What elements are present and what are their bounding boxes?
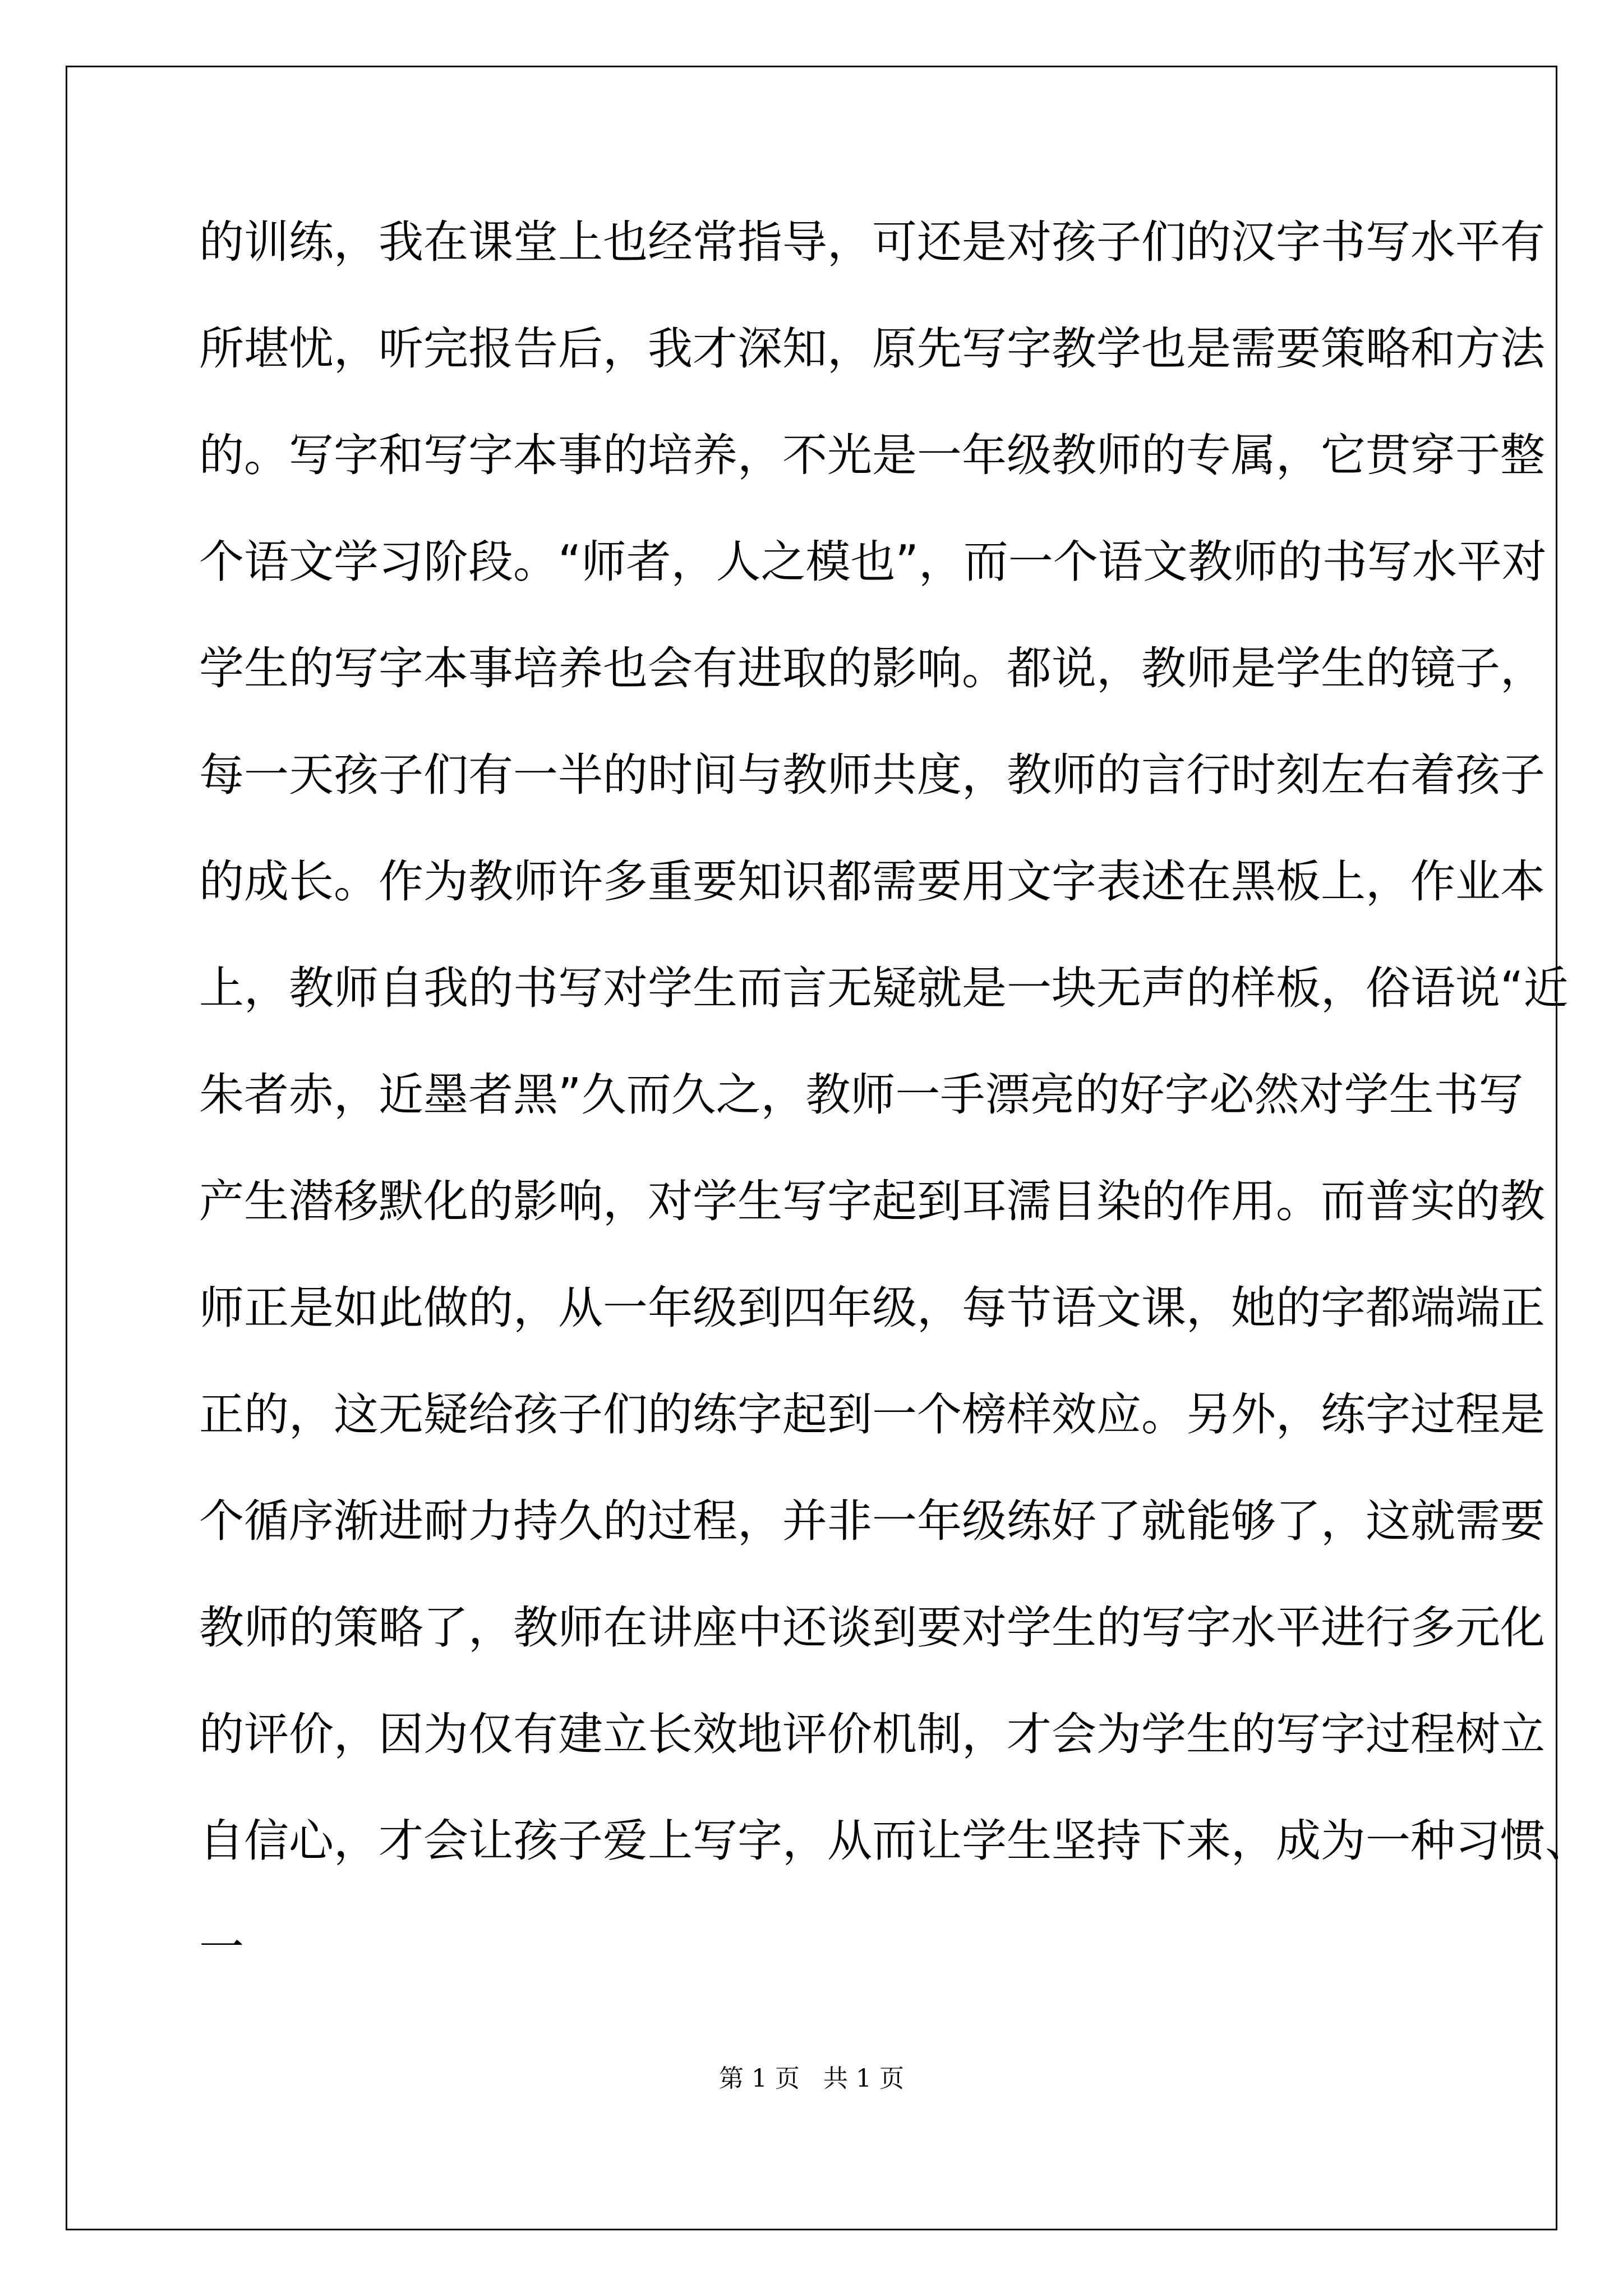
text-line: 的训练，我在课堂上也经常指导，可还是对孩子们的汉字书写水平有 [199,216,1545,268]
text-line: 学生的写字本事培养也会有进取的影响。都说，教师是学生的镜子， [199,642,1545,694]
text-line: 朱者赤，近墨者黑”久而久之，教师一手漂亮的好字必然对学生书写 [199,1069,1524,1121]
page-number-footer: 第 1 页 共 1 页 [719,2064,904,2093]
text-line: 自信心，才会让孩子爱上写字，从而让学生坚持下来，成为一种习惯、 [199,1815,1590,1867]
text-line: 上，教师自我的书写对学生而言无疑就是一块无声的样板，俗语说“近 [199,962,1569,1014]
text-line: 的评价，因为仅有建立长效地评价机制，才会为学生的写字过程树立 [199,1708,1545,1760]
text-line: 个语文学习阶段。“师者，人之模也”，而一个语文教师的书写水平对 [199,536,1547,588]
text-line: 师正是如此做的，从一年级到四年级，每节语文课，她的字都端端正 [199,1282,1545,1334]
text-line: 的。写字和写字本事的培养，不光是一年级教师的专属，它贯穿于整 [199,429,1545,481]
text-line: 正的，这无疑给孩子们的练字起到一个榜样效应。另外，练字过程是 [199,1388,1545,1441]
text-line: 一 [199,1921,244,1973]
text-line: 个循序渐进耐力持久的过程，并非一年级练好了就能够了，这就需要 [199,1495,1545,1547]
text-line: 产生潜移默化的影响，对学生写字起到耳濡目染的作用。而普实的教 [199,1175,1545,1227]
text-line: 每一天孩子们有一半的时间与教师共度，教师的言行时刻左右着孩子 [199,749,1545,801]
text-line: 教师的策略了，教师在讲座中还谈到要对学生的写字水平进行多元化 [199,1602,1545,1654]
page-border [66,66,1557,2230]
text-line: 的成长。作为教师许多重要知识都需要用文字表述在黑板上，作业本 [199,855,1545,908]
text-line: 所堪忧，听完报告后，我才深知，原先写字教学也是需要策略和方法 [199,323,1545,375]
